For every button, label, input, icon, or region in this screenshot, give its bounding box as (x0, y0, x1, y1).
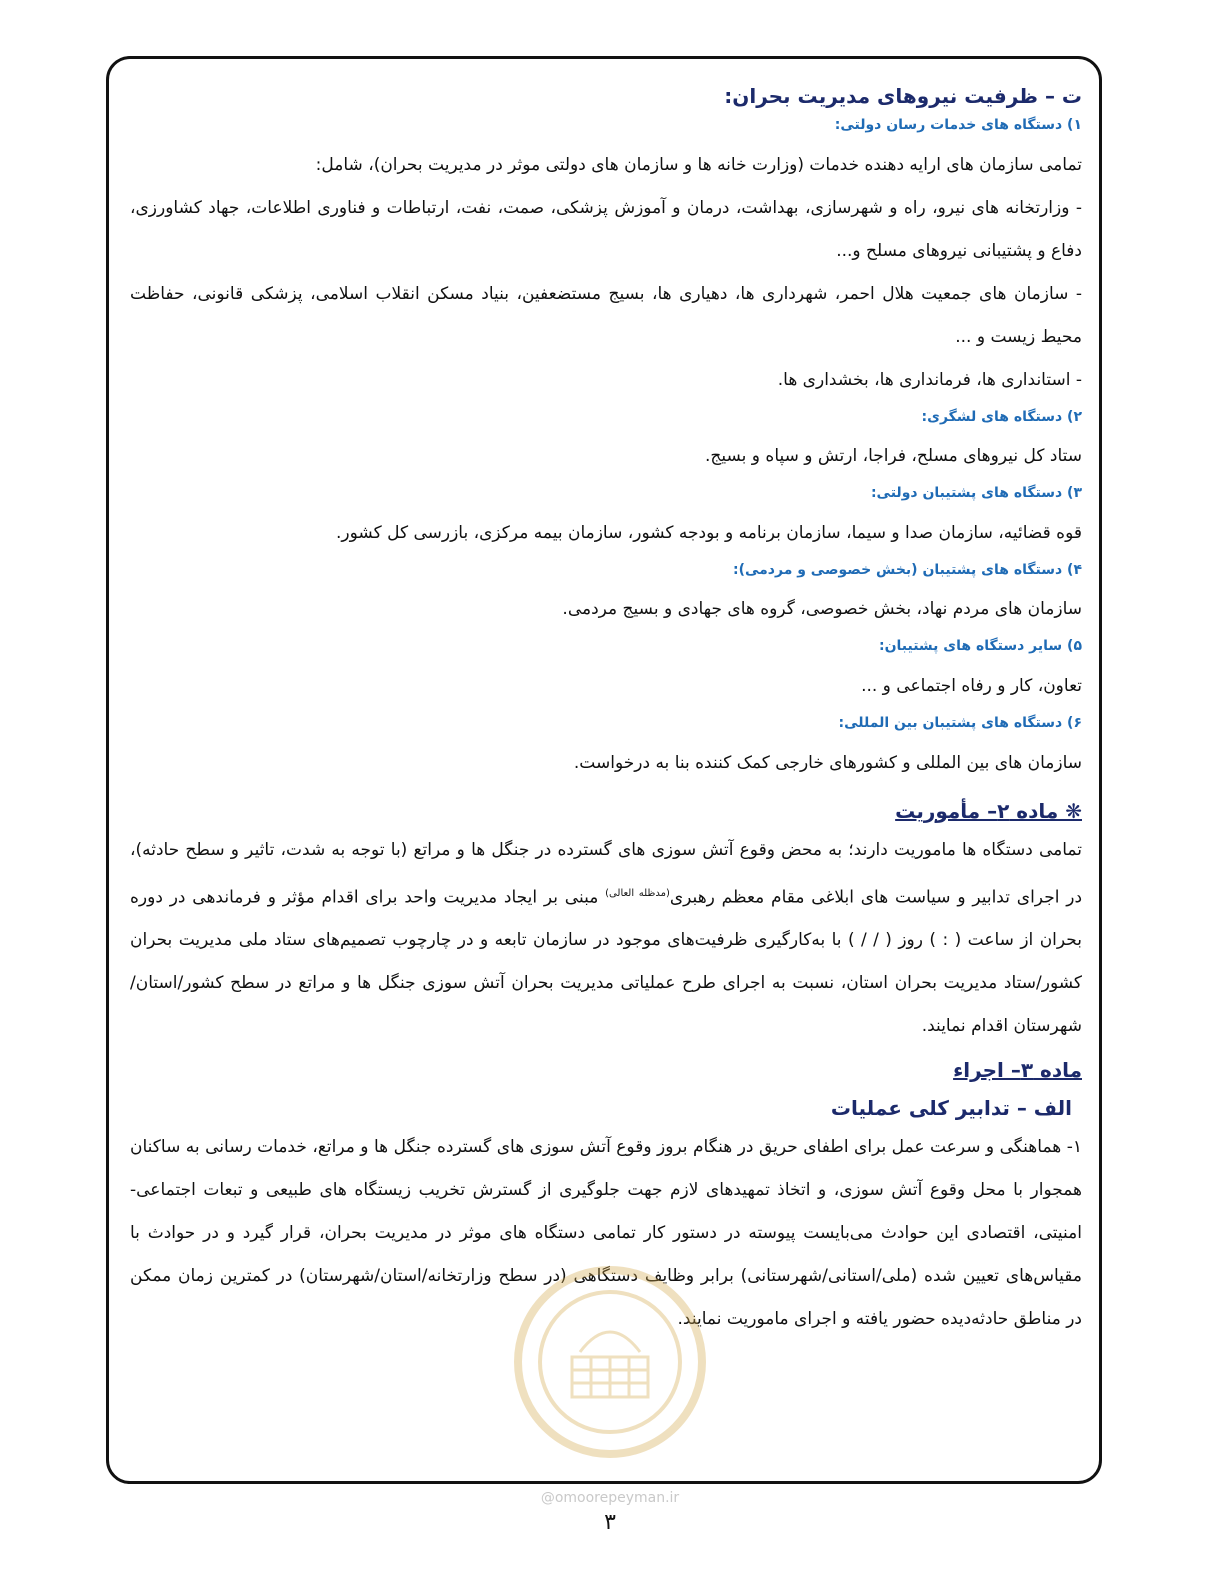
subheading-1: ۱) دستگاه های خدمات رسان دولتی: (834, 117, 1082, 133)
page-number: ۳ (604, 1510, 616, 1535)
paragraph: قوه قضائیه، سازمان صدا و سیما، سازمان برنامه و بودجه کشور، سازمان بیمه مرکزی، بازرسی کل کشور. (336, 522, 1082, 543)
article-3-paragraph-1: ۱- هماهنگی و سرعت عمل برای اطفای حریق در هنگام بروز وقوع آتش سوزی های گسترده جنگل ها و مراتع، خدمات رسانی به ساکنان همجوار با محل وقوع آتش سوزی، و اتخاذ تمهیدهای لازم جهت جلوگیری از گسترش تخریب زیستگاه های طبیعی و تبعات اجتماعی- امنیتی، اقتصادی این حوادث می‌بایست پیوسته در دستور کار تمامی دستگاه های موثر در مدیریت بحران، قرار گیرد و در حوادث با مقیاس‌های تعیین شده (ملی/استانی/شهرستانی) برابر وظایف دستگاهی (در سطح وزارتخانه/استان/شهرستان) در کمترین زمان ممکن در مناطق حادثه‌دیده حضور یافته و اجرای ماموریت نمایند. (130, 1137, 1082, 1330)
article-2-text-b: مبنی بر ایجاد مدیریت واحد برای اقدام مؤثر و فرماندهی در دوره بحران از ساعت ( : ) روز ( / / ) با به‌کارگیری ظرفیت‌های موجود در سازمان تابعه و در چارچوب تصمیم‌های ستاد ملی مدیریت بحران کشور/ستاد مدیریت بحران استان، نسبت به اجرای طرح عملیاتی مدیریت بحران آتش سوزی جنگل ها و مراتع در سطح کشور/استان/شهرستان اقدام نمایند. (130, 887, 1082, 1037)
subheading-5: ۵) سایر دستگاه های پشتیبان: (878, 638, 1082, 655)
subheading-2: ۲) دستگاه های لشگری: (921, 408, 1082, 425)
section-alef-title: الف – تدابیر کلی عملیات (830, 1096, 1072, 1121)
paragraph: - سازمان های جمعیت هلال احمر، شهرداری ها، دهیاری ها، بسیج مستضعفین، بنیاد مسکن انقلاب اسلامی، پزشکی قانونی، حفاظت محیط زیست و ... (130, 283, 1082, 347)
paragraph: سازمان های بین المللی و کشورهای خارجی کمک کننده بنا به درخواست. (573, 752, 1082, 773)
paragraph: تعاون، کار و رفاه اجتماعی و ... (861, 675, 1082, 696)
article-2-text-a: تمامی دستگاه ها ماموریت دارند؛ به محض وقوع آتش سوزی های گسترده در جنگل ها و مراتع (با توجه به شدت، تاثیر و سطح حادثه)، در اجرای تدابیر و سیاست های ابلاغی مقام معظم رهبری (130, 839, 1083, 908)
honorific-superscript: (مدظله العالی) (605, 887, 670, 899)
watermark-url: @omoorepeyman.ir (540, 1490, 680, 1506)
section-heading: ت – ظرفیت نیروهای مدیریت بحران: (724, 84, 1082, 108)
subheading-3: ۳) دستگاه های پشتیبان دولتی: (870, 485, 1082, 502)
subheading-6: ۶) دستگاه های پشتیبان بین المللی: (838, 714, 1082, 731)
paragraph: - وزارتخانه های نیرو، راه و شهرسازی، بهداشت، درمان و آموزش پزشکی، صمت، نفت، ارتباطات و فناوری اطلاعات، جهاد کشاورزی، دفاع و پشتیبانی نیروهای مسلح و... (130, 197, 1082, 261)
paragraph: ستاد کل نیروهای مسلح، فراجا، ارتش و سپاه و بسیج. (704, 446, 1082, 467)
document-body (130, 74, 1082, 1341)
paragraph: سازمان های مردم نهاد، بخش خصوصی، گروه های جهادی و بسیج مردمی. (562, 599, 1082, 620)
article-3-title: ماده ۳– اجراء (953, 1058, 1082, 1083)
article-2-text (130, 829, 1082, 1049)
paragraph: تمامی سازمان های ارایه دهنده خدمات (وزارت خانه ها و سازمان های دولتی موثر در مدیریت بحران)، شامل: (315, 154, 1082, 175)
subheading-4: ۴) دستگاه های پشتیبان (بخش خصوصی و مردمی): (732, 561, 1082, 578)
paragraph: - استانداری ها، فرمانداری ها، بخشداری ها. (777, 369, 1082, 390)
article-2-title: ❋ ماده ۲– مأموریت (895, 798, 1082, 823)
